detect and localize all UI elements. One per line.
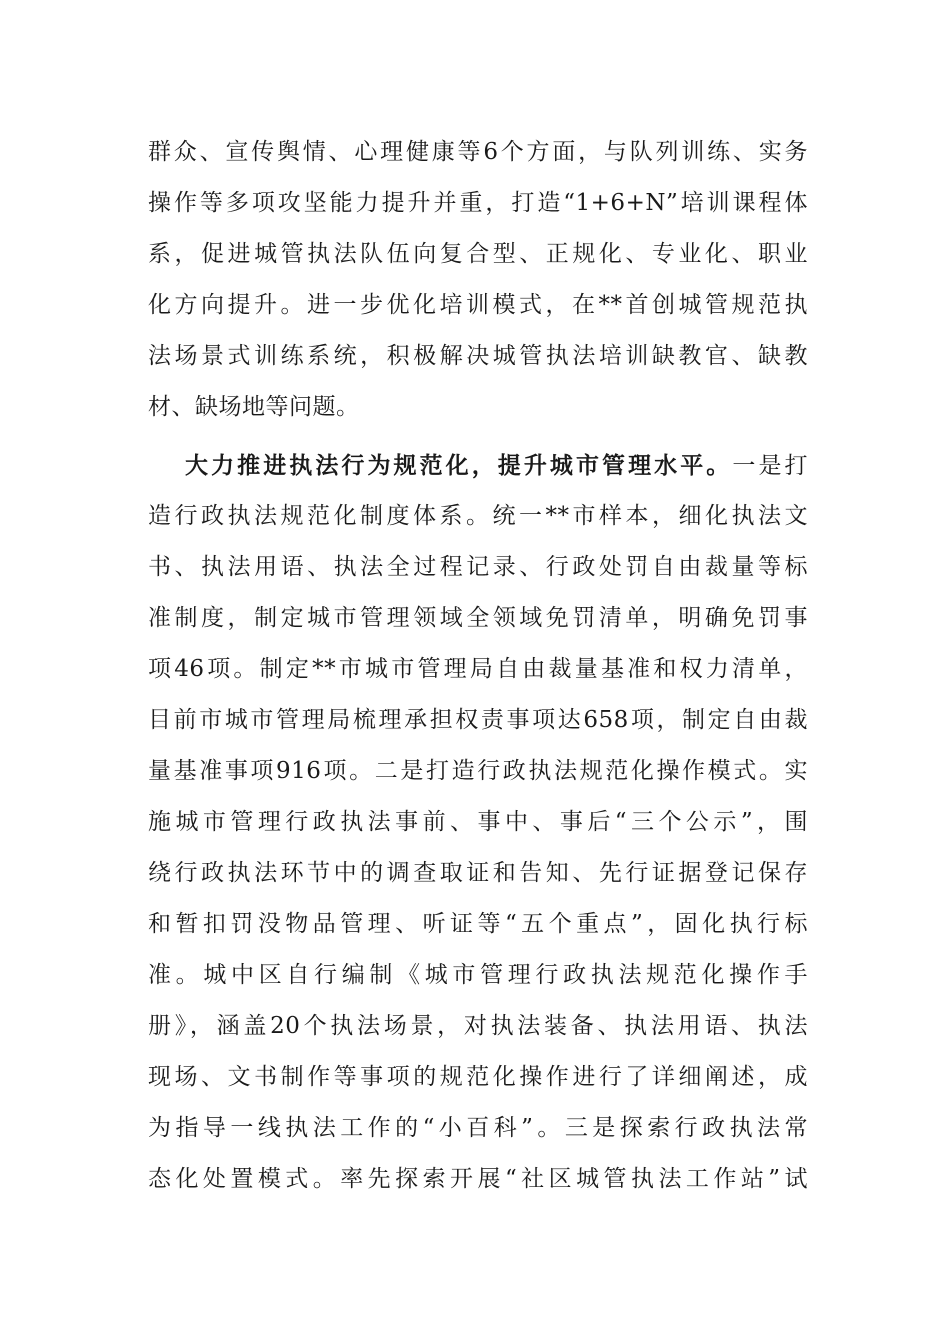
paragraph-standardization: [148, 440, 808, 1205]
text-line: 化方向提升。进一步优化培训模式，在**首创城管规范执: [148, 292, 808, 318]
text-line: 项46项。制定**市城市管理局自由裁量基准和权力清单，: [148, 656, 808, 682]
text-line: 现场、文书制作等事项的规范化操作进行了详细阐述，成: [148, 1064, 808, 1090]
text-line: 目前市城市管理局梳理承担权责事项达658项，制定自由裁: [148, 707, 808, 733]
text-line: 施城市管理行政执法事前、事中、事后“三个公示”，围: [148, 809, 808, 835]
text-line: 法场景式训练系统，积极解决城管执法培训缺教官、缺教: [148, 343, 808, 369]
text-line: 系，促进城管执法队伍向复合型、正规化、专业化、职业: [148, 241, 808, 267]
text-line: 态化处置模式。率先探索开展“社区城管执法工作站”试: [148, 1166, 808, 1192]
text-line: 准制度，制定城市管理领域全领域免罚清单，明确免罚事: [148, 605, 808, 631]
text-line: 为指导一线执法工作的“小百科”。三是探索行政执法常: [148, 1115, 808, 1141]
paragraph-training: [148, 127, 808, 433]
text-line: 操作等多项攻坚能力提升并重，打造“1+6+N”培训课程体: [148, 190, 808, 216]
paragraph-heading: 大力推进执法行为规范化，提升城市管理水平。: [185, 452, 733, 479]
heading-line-rest: 一是打: [732, 453, 809, 479]
text-line: 和暂扣罚没物品管理、听证等“五个重点”，固化执行标: [148, 911, 808, 937]
text-line: 量基准事项916项。二是打造行政执法规范化操作模式。实: [148, 758, 808, 784]
text-line: 绕行政执法环节中的调查取证和告知、先行证据登记保存: [148, 860, 808, 886]
text-line: 材、缺场地等问题。: [148, 394, 360, 420]
text-line: [148, 440, 808, 491]
text-line: 群众、宣传舆情、心理健康等6个方面，与队列训练、实务: [148, 139, 808, 165]
text-line: 准。城中区自行编制《城市管理行政执法规范化操作手: [148, 962, 808, 988]
text-line: 册》，涵盖20个执法场景，对执法装备、执法用语、执法: [148, 1013, 808, 1039]
text-line: 书、执法用语、执法全过程记录、行政处罚自由裁量等标: [148, 554, 808, 580]
text-line: 造行政执法规范化制度体系。统一**市样本，细化执法文: [148, 503, 808, 529]
